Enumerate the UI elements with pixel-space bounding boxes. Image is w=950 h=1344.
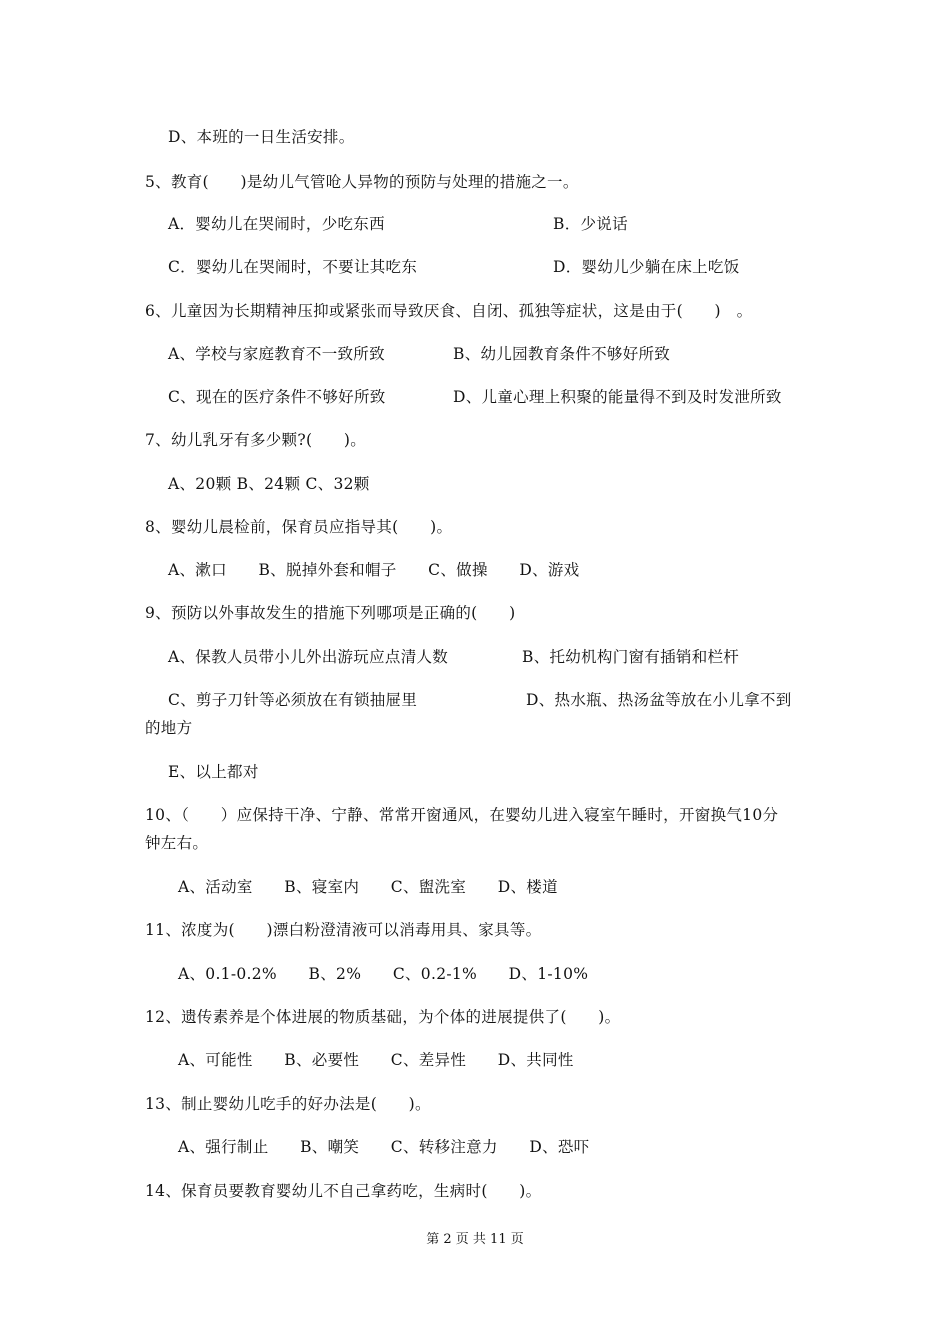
q9-option-c: C、剪子刀针等必须放在有锁抽屉里 [168, 691, 418, 709]
question-12: 12、遗传素养是个体进展的物质基础，为个体的进展提供了( )。 [145, 1008, 621, 1026]
option-d-line: D、本班的一日生活安排。 [168, 128, 355, 146]
question-9: 9、预防以外事故发生的措施下列哪项是正确的( ) [145, 604, 516, 622]
question-10-wrap: 钟左右。 [145, 834, 209, 852]
q13-options: A、强行制止 B、嘲笑 C、转移注意力 D、恐吓 [178, 1138, 590, 1156]
page-footer: 第 2 页 共 11 页 [426, 1232, 524, 1247]
question-8: 8、婴幼儿晨检前，保育员应指导其( )。 [145, 518, 453, 536]
q5-option-c: C．婴幼儿在哭闹时，不要让其吃东 [168, 258, 418, 276]
q7-options: A、20颗 B、24颗 C、32颗 [168, 475, 370, 493]
q9-option-b: B、托幼机构门窗有插销和栏杆 [522, 648, 740, 666]
q6-option-c: C、现在的医疗条件不够好所致 [168, 388, 386, 406]
q9-option-d: D、热水瓶、热汤盆等放在小儿拿不到 [526, 691, 792, 709]
question-14: 14、保育员要教育婴幼儿不自己拿药吃，生病时( )。 [145, 1182, 542, 1200]
q9-option-e: E、以上都对 [168, 763, 259, 781]
question-13: 13、制止婴幼儿吃手的好办法是( )。 [145, 1095, 431, 1113]
q8-options: A、漱口 B、脱掉外套和帽子 C、做操 D、游戏 [168, 561, 580, 579]
question-11: 11、浓度为( )漂白粉澄清液可以消毒用具、家具等。 [145, 921, 542, 939]
q9-option-d-wrap: 的地方 [145, 719, 193, 737]
q6-option-d: D、儿童心理上积聚的能量得不到及时发泄所致 [453, 388, 782, 406]
q10-options: A、活动室 B、寝室内 C、盥洗室 D、楼道 [178, 878, 558, 896]
question-10: 10、（ ）应保持干净、宁静、常常开窗通风，在婴幼儿进入寝室午睡时，开窗换气10分 [145, 806, 779, 824]
q9-option-a: A、保教人员带小儿外出游玩应点清人数 [168, 648, 449, 666]
q5-option-d: D．婴幼儿少躺在床上吃饭 [553, 258, 740, 276]
q6-option-b: B、幼儿园教育条件不够好所致 [453, 345, 671, 363]
q5-option-b: B．少说话 [553, 215, 628, 233]
question-6: 6、儿童因为长期精神压抑或紧张而导致厌食、自闭、孤独等症状，这是由于( ) 。 [145, 302, 753, 320]
q12-options: A、可能性 B、必要性 C、差异性 D、共同性 [178, 1051, 574, 1069]
q11-options: A、0.1-0.2% B、2% C、0.2-1% D、1-10% [178, 965, 589, 983]
q6-option-a: A、学校与家庭教育不一致所致 [168, 345, 385, 363]
q5-option-a: A．婴幼儿在哭闹时，少吃东西 [168, 215, 385, 233]
question-7: 7、幼儿乳牙有多少颗?( )。 [145, 431, 367, 449]
question-5: 5、教育( )是幼儿气管呛人异物的预防与处理的措施之一。 [145, 173, 579, 191]
